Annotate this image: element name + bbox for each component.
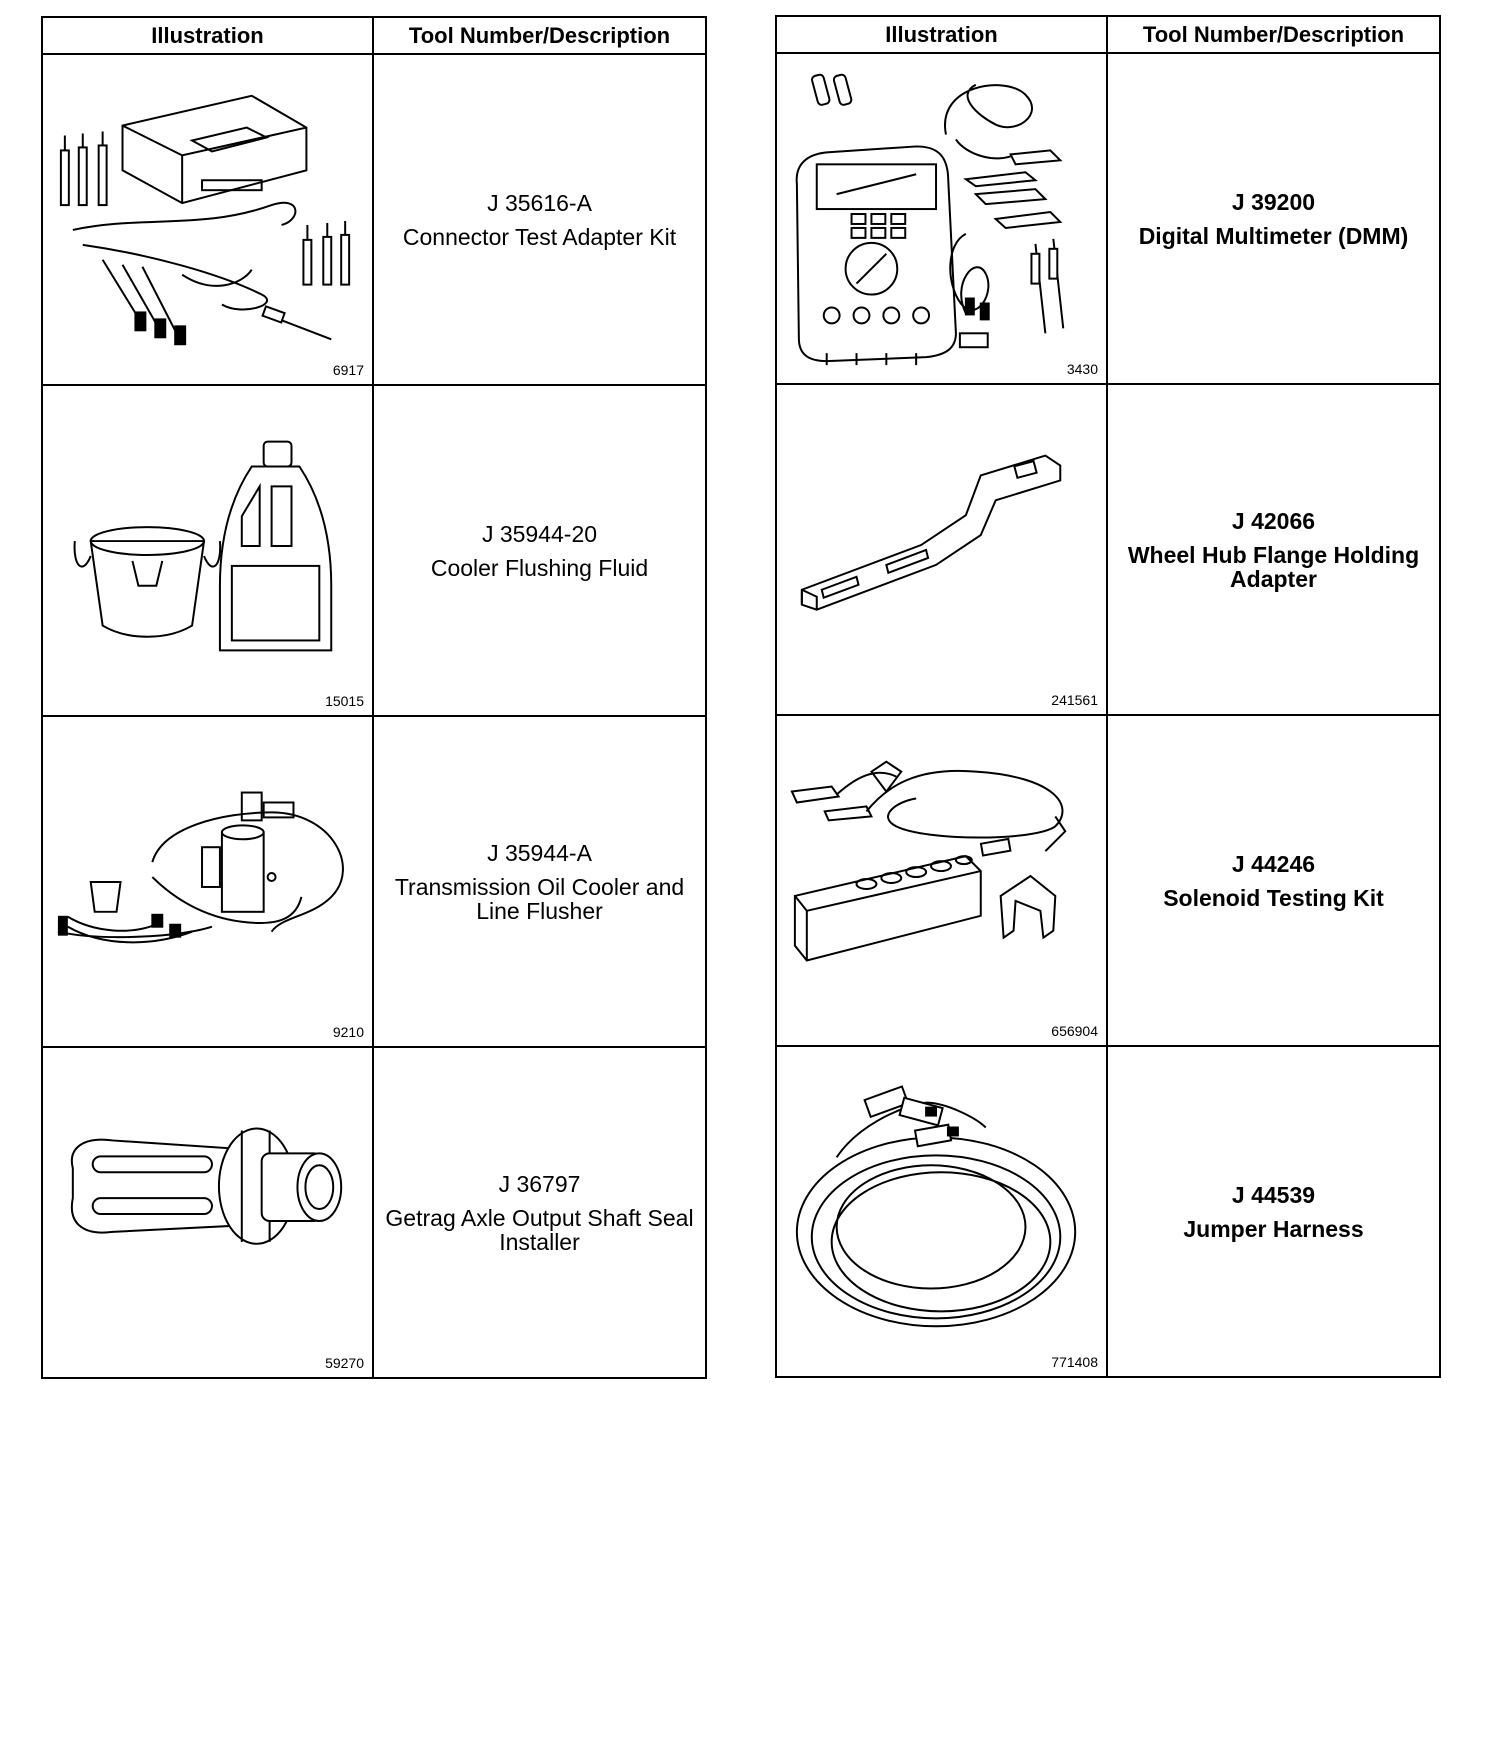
tool-description-header: Tool Number/Description <box>373 17 706 54</box>
tool-number: J 44246 <box>1231 850 1316 877</box>
tool-table-left <box>41 16 707 1379</box>
solenoid-testing-kit-illustration <box>777 716 1106 1045</box>
tool-description-cell <box>373 385 706 716</box>
tool-number: J 39200 <box>1231 188 1316 215</box>
digital-multimeter-illustration <box>777 54 1106 383</box>
tool-description-cell <box>1107 53 1440 384</box>
table-row <box>776 384 1440 715</box>
tool-number: J 35944-A <box>487 839 592 866</box>
figure-number: 59270 <box>325 1355 364 1371</box>
tool-description-header: Tool Number/Description <box>1107 16 1440 53</box>
figure-number: 3430 <box>1066 361 1098 377</box>
table-row <box>776 1046 1440 1377</box>
illustration-cell <box>776 384 1107 715</box>
table-row <box>776 715 1440 1046</box>
oil-cooler-line-flusher-illustration <box>43 717 372 1046</box>
tool-number: J 35944-20 <box>481 520 598 547</box>
connector-test-adapter-kit-illustration <box>43 55 372 384</box>
table-header-row <box>776 16 1440 53</box>
table-row <box>42 385 706 716</box>
hub-flange-adapter-illustration <box>777 385 1106 714</box>
tool-number: J 44539 <box>1231 1181 1316 1208</box>
table-row <box>42 1047 706 1378</box>
table-row <box>776 53 1440 384</box>
figure-number: 6917 <box>332 362 364 378</box>
illustration-header: Illustration <box>42 17 373 54</box>
tool-description: Connector Test Adapter Kit <box>402 223 677 250</box>
figure-number: 15015 <box>325 693 364 709</box>
tool-number: J 35616-A <box>487 189 592 216</box>
figure-number: 771408 <box>1051 1354 1098 1370</box>
table-header-row <box>42 17 706 54</box>
illustration-cell <box>776 1046 1107 1377</box>
figure-number: 656904 <box>1051 1023 1098 1039</box>
seal-installer-illustration <box>43 1048 372 1377</box>
tool-description: Solenoid Testing Kit <box>1163 884 1384 911</box>
tool-description-cell <box>1107 384 1440 715</box>
illustration-cell <box>776 715 1107 1046</box>
tool-description: Digital Multimeter (DMM) <box>1138 222 1409 249</box>
illustration-cell <box>42 1047 373 1378</box>
tool-table-right <box>775 15 1441 1378</box>
illustration-cell <box>42 385 373 716</box>
tool-description: Jumper Harness <box>1183 1215 1364 1242</box>
illustration-header: Illustration <box>776 16 1107 53</box>
figure-number: 9210 <box>332 1024 364 1040</box>
tool-description-cell <box>373 716 706 1047</box>
tool-description: Cooler Flushing Fluid <box>430 554 649 581</box>
illustration-cell <box>776 53 1107 384</box>
tool-number: J 36797 <box>498 1170 581 1197</box>
table-row <box>42 54 706 385</box>
cooler-flushing-fluid-illustration <box>43 386 372 715</box>
tool-number: J 42066 <box>1231 507 1316 534</box>
tool-description-cell <box>373 1047 706 1378</box>
tool-description-cell <box>373 54 706 385</box>
jumper-harness-illustration <box>777 1047 1106 1376</box>
tool-description: Wheel Hub Flange Holding Adapter <box>1127 541 1420 592</box>
tool-description-cell <box>1107 1046 1440 1377</box>
tool-description: Transmission Oil Cooler and Line Flusher <box>394 873 685 924</box>
tool-description-cell <box>1107 715 1440 1046</box>
illustration-cell <box>42 716 373 1047</box>
tool-description: Getrag Axle Output Shaft Seal Installer <box>385 1204 694 1255</box>
figure-number: 241561 <box>1051 692 1098 708</box>
illustration-cell <box>42 54 373 385</box>
table-row <box>42 716 706 1047</box>
